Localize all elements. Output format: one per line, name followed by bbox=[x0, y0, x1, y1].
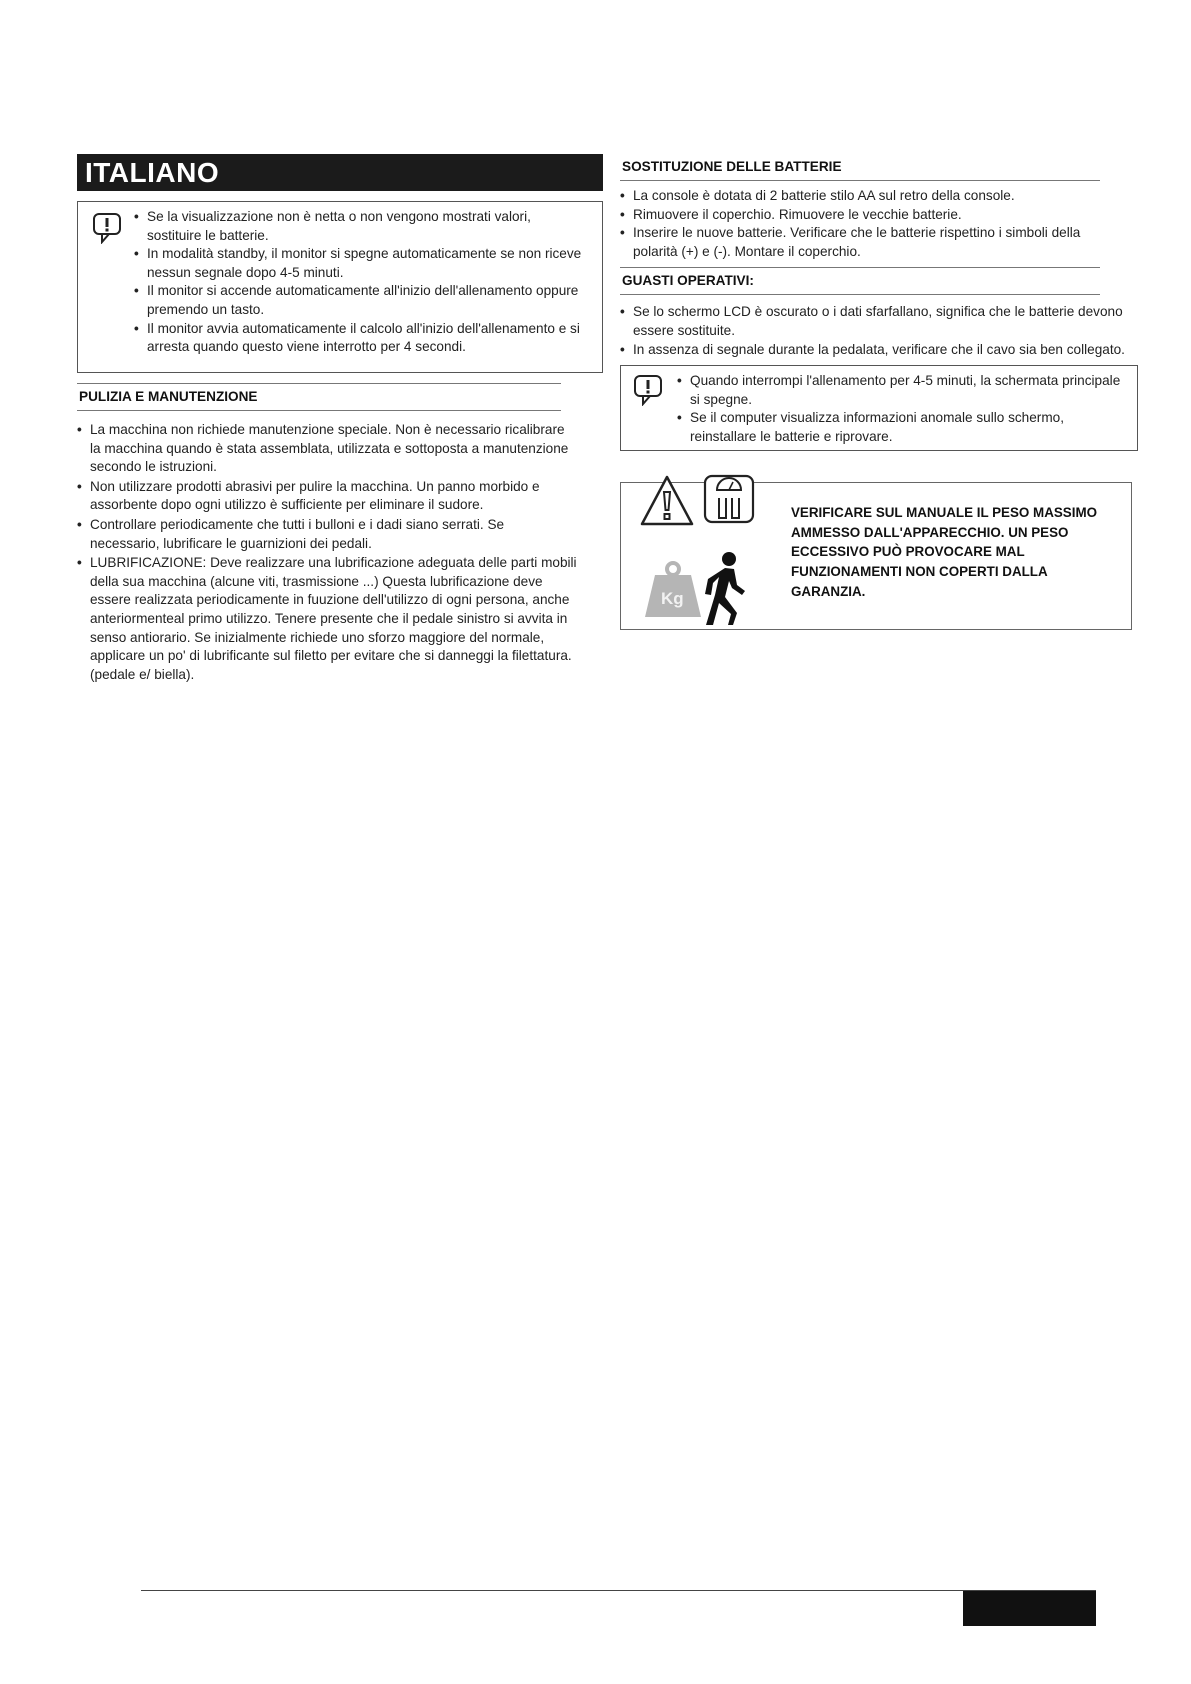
footer-rule bbox=[141, 1590, 1096, 1591]
list-item: • La console è dotata di 2 batterie stilo AA sul retro della console. bbox=[620, 187, 1110, 206]
list-item: • Quando interrompi l'allenamento per 4-5 minuti, la schermata principale si spegne. bbox=[677, 372, 1127, 409]
battery-list bbox=[620, 187, 1110, 261]
list-item: • La macchina non richiede manutenzione speciale. Non è necessario ricalibrare la macchina quando è stata assemblata, utilizzata e sottoposta a manutenzione secondo le istruzioni. bbox=[77, 421, 577, 477]
note-exclamation-icon bbox=[633, 374, 663, 406]
weight-warning-text: VERIFICARE SUL MANUALE IL PESO MASSIMO AMMESSO DALL'APPARECCHIO. UN PESO ECCESSIVO PUÒ PROVOCARE MAL FUNZIONAMENTI NON COPERTI DALLA GARANZIA. bbox=[791, 505, 1098, 599]
language-banner: ITALIANO bbox=[77, 154, 603, 191]
page-number-tab bbox=[963, 1591, 1096, 1626]
weight-warning-box bbox=[620, 482, 1132, 630]
note-box-faults bbox=[620, 365, 1138, 451]
list-item: • Se lo schermo LCD è oscurato o i dati sfarfallano, significa che le batterie devono essere sostituite. bbox=[620, 303, 1125, 340]
faults-heading: GUASTI OPERATIVI: bbox=[620, 267, 1100, 295]
kg-label: Kg bbox=[661, 589, 684, 609]
list-item: • LUBRIFICAZIONE: Deve realizzare una lubrificazione adeguata delle parti mobili della sua macchina (alcune viti, trasmissione ...) Questa lubrificazione deve essere realizzata periodicamente in fuuzione dell'utilizzo di ogni persona, anche anteriormenteal primo utilizzo. Tenere presente che il pedale sinistro si avvita in senso antiorario. Se inizialmente richiede uno sforzo maggiore del normale, applicare un po' di lubrificante sul filetto per evitare che si danneggi la filettatura. (pedale e/ biella). bbox=[77, 554, 577, 684]
list-item: • Controllare periodicamente che tutti i bulloni e i dadi siano serrati. Se necessario, lubrificare le guarnizioni dei pedali. bbox=[77, 516, 577, 553]
cleaning-heading: PULIZIA E MANUTENZIONE bbox=[77, 383, 561, 411]
cleaning-list bbox=[77, 421, 577, 684]
battery-heading: SOSTITUZIONE DELLE BATTERIE bbox=[620, 154, 1100, 181]
right-column bbox=[620, 154, 1141, 630]
list-item: • Se la visualizzazione non è netta o non vengono mostrati valori, sostituire le batterie. bbox=[134, 208, 589, 245]
list-item: • Non utilizzare prodotti abrasivi per pulire la macchina. Un panno morbido e assorbente dopo ogni utilizzo è sufficiente per eliminare il sudore. bbox=[77, 478, 577, 515]
faults-note-list bbox=[677, 372, 1127, 446]
warning-triangle-icon bbox=[639, 474, 695, 528]
list-item: • Il monitor si accende automaticamente all'inizio dell'allenamento oppure premendo un tasto. bbox=[134, 282, 589, 319]
list-item: • In modalità standby, il monitor si spegne automaticamente se non riceve nessun segnale dopo 4-5 minuti. bbox=[134, 245, 589, 282]
list-item: • In assenza di segnale durante la pedalata, verificare che il cavo sia ben collegato. bbox=[620, 341, 1125, 360]
list-item: • Se il computer visualizza informazioni anomale sullo schermo, reinstallare le batterie e riprovare. bbox=[677, 409, 1127, 446]
list-item: • Inserire le nuove batterie. Verificare che le batterie rispettino i simboli della polarità (+) e (-). Montare il coperchio. bbox=[620, 224, 1110, 261]
display-note-list bbox=[134, 208, 589, 357]
bathroom-scale-icon bbox=[703, 474, 755, 524]
note-box-display bbox=[77, 201, 603, 373]
list-item: • Il monitor avvia automaticamente il calcolo all'inizio dell'allenamento e si arresta quando questo viene interrotto per 4 secondi. bbox=[134, 320, 589, 357]
list-item: • Rimuovere il coperchio. Rimuovere le vecchie batterie. bbox=[620, 206, 1110, 225]
left-column bbox=[77, 154, 603, 684]
walking-person-icon bbox=[701, 551, 745, 627]
note-exclamation-icon bbox=[92, 212, 122, 244]
faults-list bbox=[620, 303, 1125, 359]
